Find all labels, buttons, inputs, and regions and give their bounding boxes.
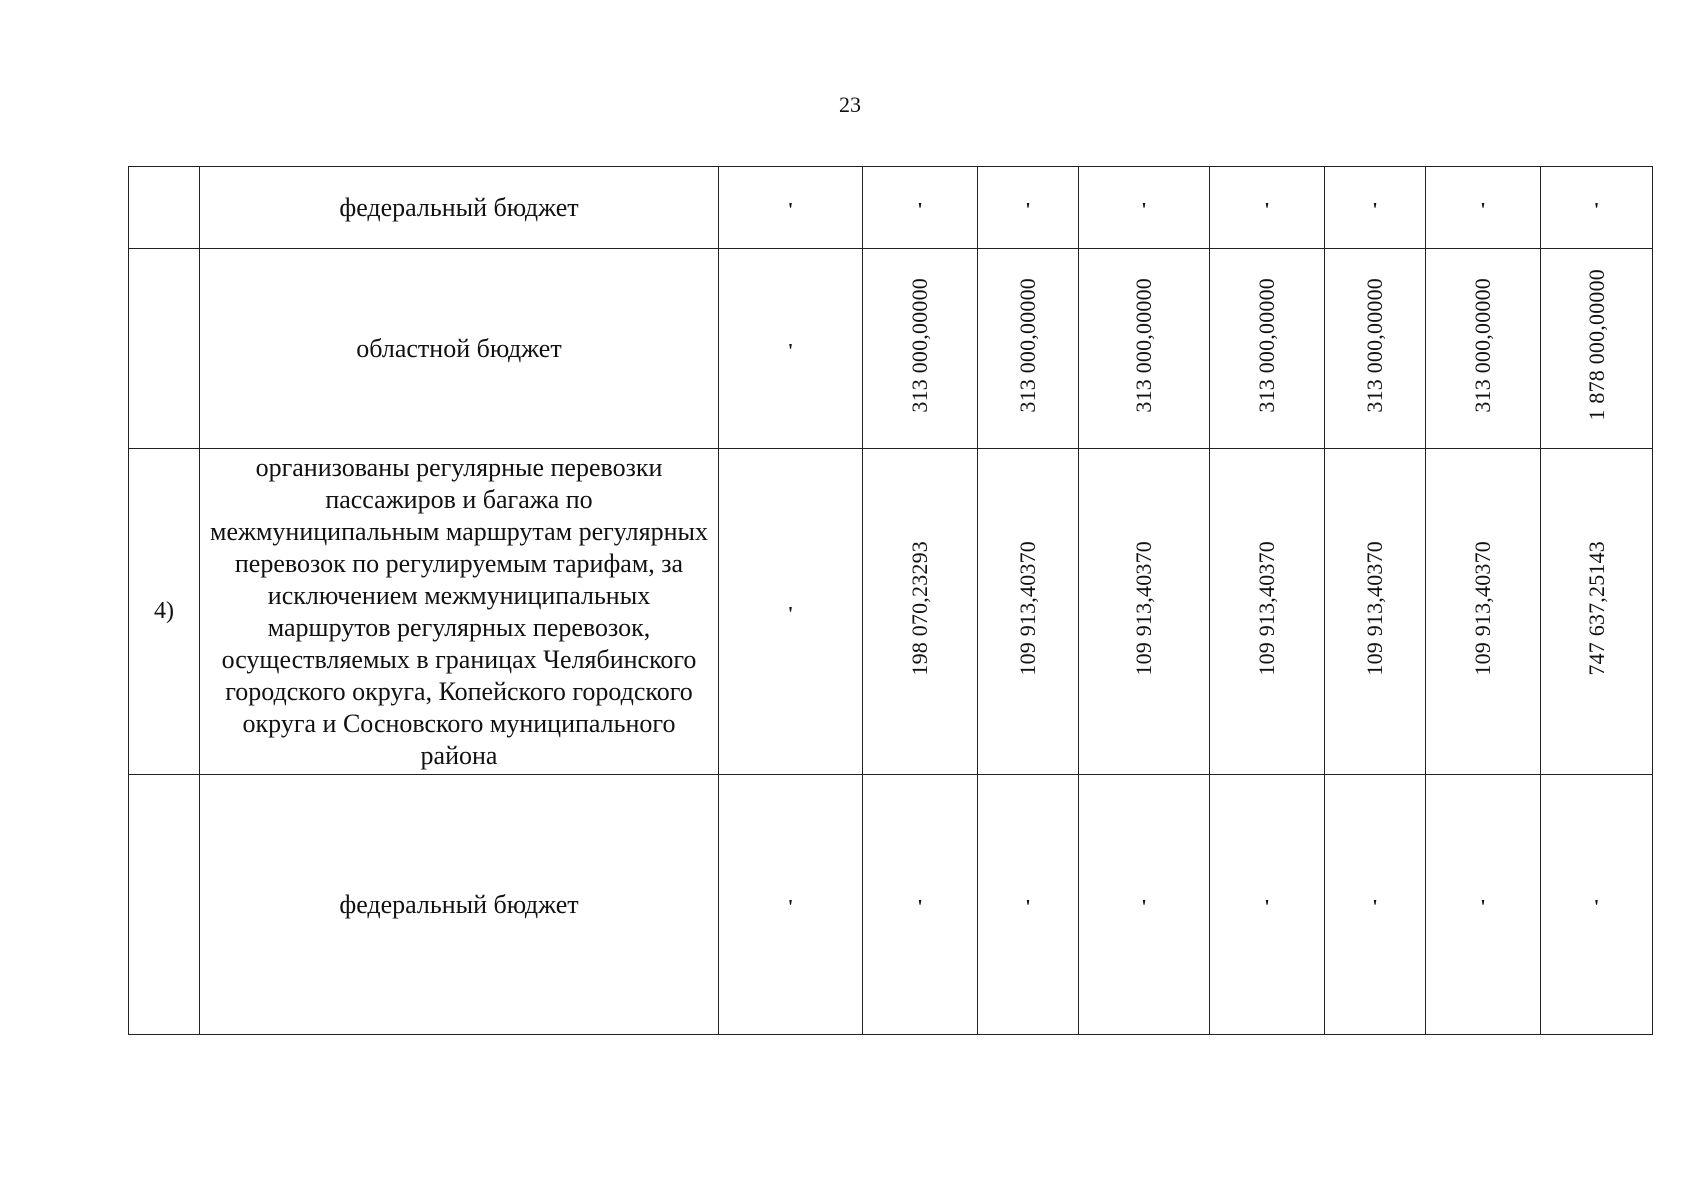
value-cell <box>1426 167 1541 249</box>
value-cell <box>978 449 1079 775</box>
value-cell <box>1079 449 1210 775</box>
value-cell <box>978 167 1079 249</box>
value-cell <box>1079 775 1210 1035</box>
total-value: 1 878 000,00000 <box>1583 269 1609 421</box>
value-cell <box>1079 167 1210 249</box>
value-cell <box>1210 249 1325 449</box>
row-label-cell: федеральный бюджет <box>200 167 719 249</box>
value-cell <box>719 775 863 1035</box>
value-cell <box>978 775 1079 1035</box>
value-cell <box>719 249 863 449</box>
value-cell <box>1325 167 1426 249</box>
value-cell <box>1210 167 1325 249</box>
value-cell <box>863 449 978 775</box>
amount-value: 313 000,00000 <box>1015 277 1040 413</box>
row-label-cell: федеральный бюджет <box>200 775 719 1035</box>
dash-value: ' <box>787 602 794 625</box>
page-number: 23 <box>839 92 861 117</box>
value-cell <box>1079 249 1210 449</box>
row-number-cell <box>129 775 200 1035</box>
amount-value: 109 913,40370 <box>1015 540 1040 676</box>
value-cell <box>719 167 863 249</box>
dash-value: ' <box>1264 895 1270 918</box>
row-number-cell <box>129 249 200 449</box>
table-row <box>129 167 1653 249</box>
dash-value: ' <box>1593 895 1600 918</box>
dash-value: ' <box>787 895 794 918</box>
amount-value: 109 913,40370 <box>1470 540 1495 676</box>
dash-value: ' <box>917 198 923 221</box>
value-cell <box>1426 449 1541 775</box>
value-cell <box>1325 775 1426 1035</box>
dash-value: ' <box>1025 895 1031 918</box>
table-row <box>129 249 1653 449</box>
budget-table <box>128 166 1653 1035</box>
amount-value: 313 000,00000 <box>907 277 932 413</box>
amount-value: 109 913,40370 <box>1254 540 1279 676</box>
dash-value: ' <box>1372 198 1378 221</box>
value-cell <box>863 775 978 1035</box>
value-cell <box>978 249 1079 449</box>
value-cell <box>1541 249 1653 449</box>
amount-value: 313 000,00000 <box>1254 277 1279 413</box>
dash-value: ' <box>1480 895 1486 918</box>
value-cell <box>1541 775 1653 1035</box>
value-cell <box>1426 775 1541 1035</box>
row-label-cell: областной бюджет <box>200 249 719 449</box>
dash-value: ' <box>917 895 923 918</box>
value-cell <box>1210 449 1325 775</box>
dash-value: ' <box>1025 198 1031 221</box>
row-number-cell: 4) <box>129 449 200 775</box>
amount-value: 313 000,00000 <box>1131 277 1156 413</box>
value-cell <box>1210 775 1325 1035</box>
amount-value: 109 913,40370 <box>1362 540 1387 676</box>
amount-value: 313 000,00000 <box>1470 277 1495 413</box>
table-row <box>129 449 1653 775</box>
dash-value: ' <box>1141 895 1147 918</box>
value-cell <box>719 449 863 775</box>
total-value: 747 637,25143 <box>1583 540 1609 676</box>
row-number-cell <box>129 167 200 249</box>
table-row <box>129 775 1653 1035</box>
value-cell <box>863 167 978 249</box>
amount-value: 313 000,00000 <box>1362 277 1387 413</box>
dash-value: ' <box>787 198 794 221</box>
value-cell <box>1325 249 1426 449</box>
row-label-cell: организованы регулярные перевозки пассажиров и багажа по межмуниципальным маршрутам регулярных перевозок по регулируемым тарифам, за исключением межмуниципальных маршрутов регулярных перевозок, осуществляемых в границах Челябинского городского округа, Копейского городского округа и Сосновского муниципального района <box>200 449 719 775</box>
value-cell <box>1541 449 1653 775</box>
dash-value: ' <box>1141 198 1147 221</box>
dash-value: ' <box>787 339 794 362</box>
dash-value: ' <box>1593 198 1600 221</box>
amount-value: 198 070,23293 <box>907 540 932 676</box>
dash-value: ' <box>1480 198 1486 221</box>
dash-value: ' <box>1264 198 1270 221</box>
value-cell <box>1325 449 1426 775</box>
value-cell <box>1541 167 1653 249</box>
value-cell <box>863 249 978 449</box>
amount-value: 109 913,40370 <box>1131 540 1156 676</box>
dash-value: ' <box>1372 895 1378 918</box>
value-cell <box>1426 249 1541 449</box>
